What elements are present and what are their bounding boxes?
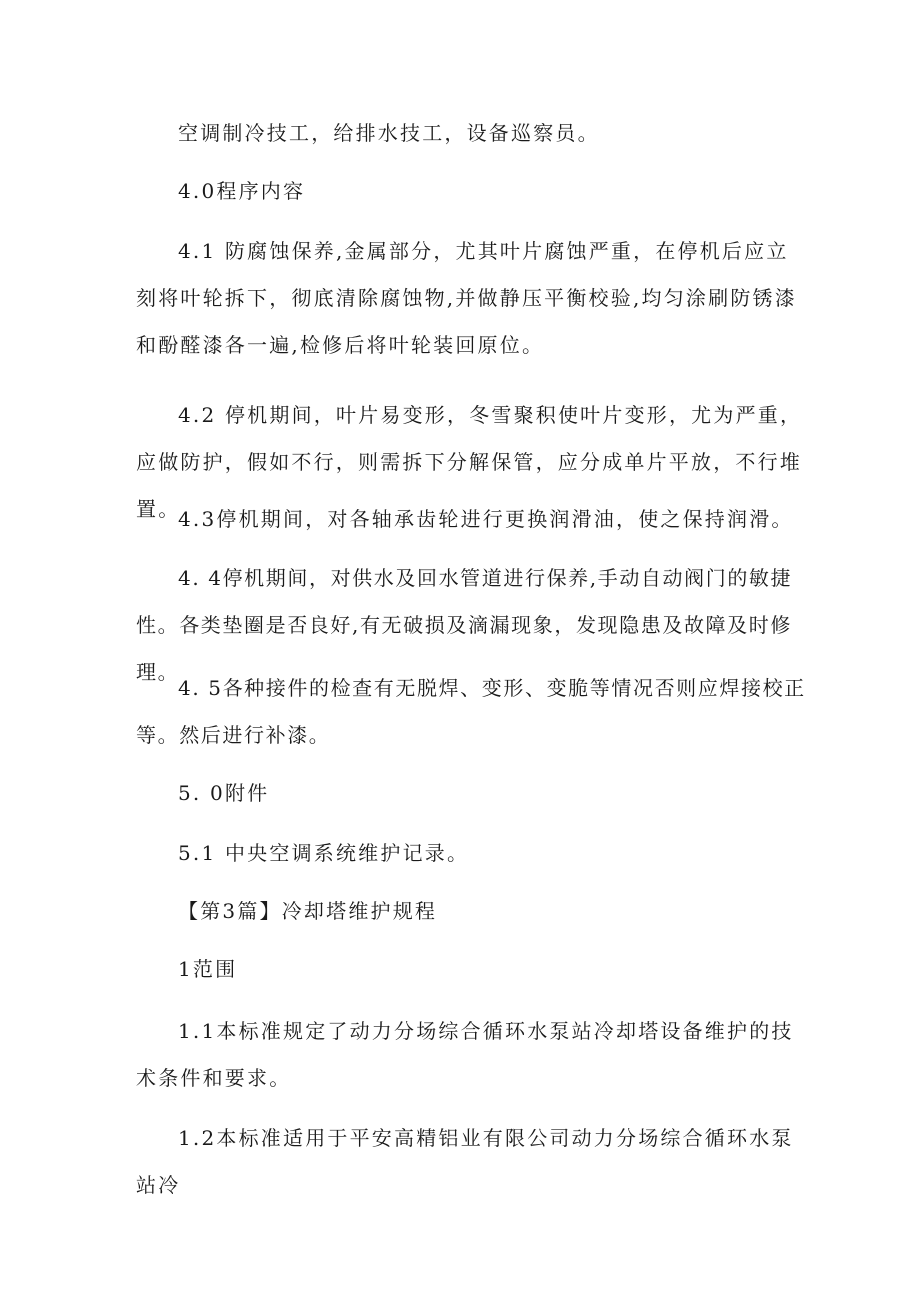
heading-5-0: 5. 0附件: [178, 781, 270, 805]
paragraph-4-5: 4. 5各种接件的检查有无脱焊、变形、变脆等情况否则应焊接校正等。然后进行补漆。: [136, 676, 806, 747]
section-title-part-3: 【第3篇】冷却塔维护规程: [178, 899, 438, 923]
heading-1-scope: 1范围: [178, 957, 238, 981]
paragraph-1-2: 1.2本标准适用于平安高精铝业有限公司动力分场综合循环水泵站冷: [136, 1126, 794, 1197]
paragraph-1-1: 1.1本标准规定了动力分场综合循环水泵站冷却塔设备维护的技术条件和要求。: [136, 1019, 794, 1090]
paragraph-5-1: 5.1 中央空调系统维护记录。: [178, 841, 470, 865]
paragraph-4-3: 4.3停机期间，对各轴承齿轮进行更换润滑油，使之保持润滑。: [178, 507, 794, 531]
heading-4-0: 4.0程序内容: [178, 179, 306, 203]
paragraph-4-2: 4.2 停机期间，叶片易变形，冬雪聚积使叶片变形，尤为严重，应做防护，假如不行，则需拆下分解保管，应分成单片平放，不行堆置。: [136, 403, 803, 521]
paragraph-4-4: 4. 4停机期间，对供水及回水管道进行保养,手动自动阀门的敏捷性。各类垫圈是否良好,有无破损及滴漏现象，发现隐患及故障及时修理。: [136, 566, 793, 684]
paragraph-personnel: 空调制冷技工，给排水技工，设备巡察员。: [178, 121, 600, 145]
paragraph-4-1: 4.1 防腐蚀保养,金属部分，尤其叶片腐蚀严重，在停机后应立刻将叶轮拆下，彻底清除腐蚀物,并做静压平衡校验,均匀涂刷防锈漆和酚醛漆各一遍,检修后将叶轮装回原位。: [136, 239, 797, 357]
